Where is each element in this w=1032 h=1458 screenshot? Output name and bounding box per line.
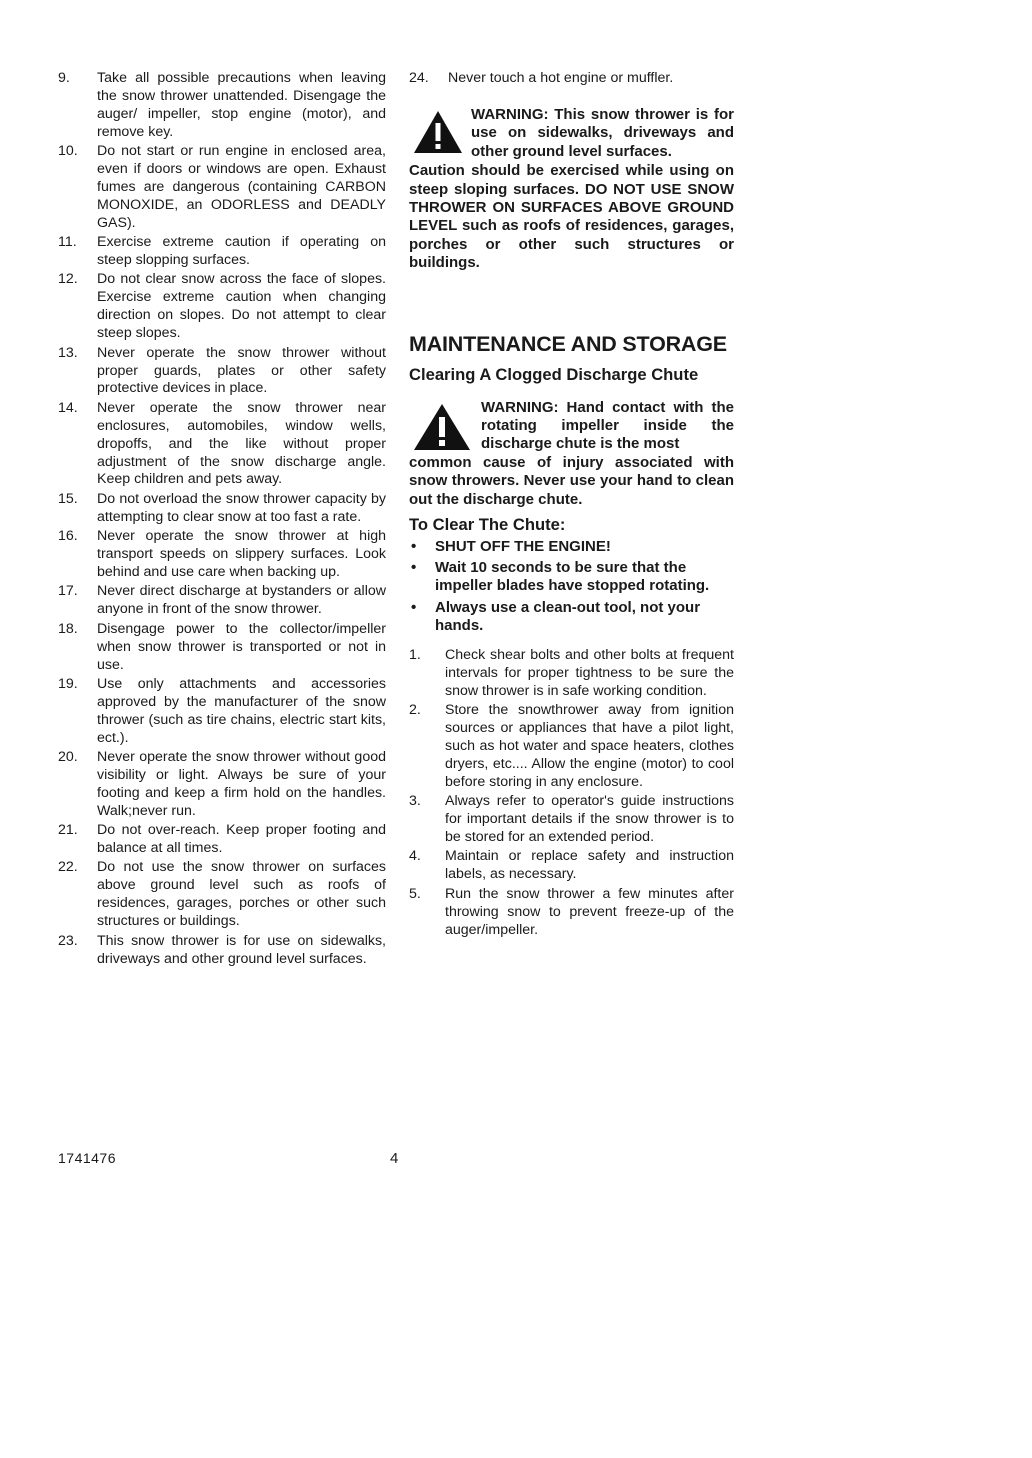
storage-list — [409, 647, 734, 940]
bullet-item — [409, 599, 734, 635]
list-item — [58, 70, 386, 142]
item-text: Do not use the snow thrower on surfaces above ground level such as roofs of residences, garages, porches or other such structures or buildings. — [97, 859, 386, 930]
item-text: Never operate the snow thrower at high transport speeds on slippery surfaces. Look behind and use care when backing up. — [97, 528, 386, 580]
item-number: 1. — [409, 647, 421, 664]
list-item — [58, 143, 386, 233]
item-number: 5. — [409, 885, 421, 902]
list-item — [58, 621, 386, 675]
list-item — [58, 234, 386, 270]
document-number: 1741476 — [58, 1150, 117, 1166]
warning-text: common cause of injury associated with snow throwers. Never use your hand to clean out the discharge chute. — [409, 453, 734, 508]
item-number: 24. — [409, 70, 429, 86]
warning-text: Caution should be exercised while using on steep sloping surfaces. DO NOT USE SNOW THROWER ON SURFACES ABOVE GROUND LEVEL such as roofs of residences, garages, porches or other such structures or buildings. — [409, 162, 734, 272]
list-item — [58, 528, 386, 582]
page-number: 4 — [390, 1150, 399, 1167]
item-number: 13. — [58, 344, 78, 361]
item-text: Never direct discharge at bystanders or allow anyone in front of the snow thrower. — [97, 583, 386, 618]
item-number: 20. — [58, 749, 78, 766]
list-item — [409, 793, 734, 847]
item-number: 10. — [58, 143, 78, 160]
item-number: 15. — [58, 490, 78, 507]
warning-triangle-icon — [413, 110, 463, 154]
section-title: MAINTENANCE AND STORAGE — [409, 331, 727, 356]
list-item — [58, 345, 386, 399]
list-item — [58, 583, 386, 619]
list-item — [58, 676, 386, 748]
item-number: 23. — [58, 932, 78, 949]
item-text: Disengage power to the collector/impeller when snow thrower is transported or not in use. — [97, 620, 386, 673]
warning-heading: WARNING: Hand contact with the rotating impeller inside the discharge chute is the most — [481, 398, 734, 453]
item-text: Do not over-reach. Keep proper footing and balance at all times. — [97, 822, 386, 857]
list-item — [409, 70, 734, 88]
item-text: Maintain or replace safety and instruction labels, as necessary. — [445, 848, 734, 883]
list-item — [58, 491, 386, 527]
item-number: 9. — [58, 70, 70, 86]
item-number: 21. — [58, 822, 78, 839]
item-text: This snow thrower is for use on sidewalks, driveways and other ground level surfaces. — [97, 932, 386, 967]
list-item — [58, 400, 386, 490]
subsection-title: Clearing A Clogged Discharge Chute — [409, 364, 699, 384]
item-text: Never operate the snow thrower without good visibility or light. Always be sure of your footing and keep a firm hold on the handles. Walk;never run. — [97, 749, 386, 819]
right-column — [409, 70, 734, 941]
item-text: Use only attachments and accessories approved by the manufacturer of the snow thrower (such as tire chains, electric start kits, ect.). — [97, 675, 386, 746]
item-text: Run the snow thrower a few minutes after throwing snow to prevent freeze-up of the auger/impeller. — [445, 885, 734, 938]
bullet-text: Always use a clean-out tool, not your hands. — [435, 598, 701, 634]
bullet-dot-icon: • — [411, 559, 417, 577]
item-number: 17. — [58, 583, 78, 600]
warning-block-surfaces — [409, 106, 734, 273]
left-column — [58, 70, 386, 970]
bullet-dot-icon: • — [411, 598, 417, 616]
item-number: 4. — [409, 848, 421, 865]
item-number: 16. — [58, 528, 78, 545]
item-text: Never touch a hot engine or muffler. — [448, 70, 674, 86]
item-text: Take all possible precautions when leaving the snow thrower unattended. Disengage the auger/ impeller, stop engine (motor), and remove key. — [97, 70, 386, 140]
bullet-item — [409, 559, 734, 595]
bullet-dot-icon: • — [411, 538, 417, 555]
clear-chute-title: To Clear The Chute: — [409, 515, 566, 534]
item-number: 14. — [58, 399, 78, 416]
item-number: 22. — [58, 859, 78, 876]
list-item — [409, 647, 734, 701]
list-item — [409, 702, 734, 792]
item-number: 2. — [409, 702, 421, 719]
item-text: Do not start or run engine in enclosed area, even if doors or windows are open. Exhaust fumes are dangerous (containing CARBON MONOXIDE, an ODORLESS and DEADLY GAS). — [97, 143, 386, 231]
list-item — [409, 848, 734, 884]
bullet-list — [409, 538, 734, 635]
list-item — [409, 886, 734, 940]
list-item — [58, 822, 386, 858]
item-number: 18. — [58, 620, 78, 637]
bullet-text: SHUT OFF THE ENGINE! — [435, 538, 611, 555]
item-text: Exercise extreme caution if operating on steep slopping surfaces. — [97, 234, 386, 269]
item-number: 12. — [58, 271, 78, 288]
item-number: 11. — [58, 234, 77, 251]
list-item — [58, 271, 386, 343]
item-text: Never operate the snow thrower near enclosures, automobiles, window wells, dropoffs, and the like without proper adjustment of the snow discharge angle. Keep children and pets away. — [97, 399, 386, 488]
item-text: Do not overload the snow thrower capacity by attempting to clear snow at too fast a rate. — [97, 490, 386, 525]
item-text: Check shear bolts and other bolts at frequent intervals for proper tightness to be sure the snow thrower is in safe working condition. — [445, 647, 734, 699]
safety-rules-list — [58, 70, 386, 968]
list-item — [58, 933, 386, 969]
list-item — [58, 859, 386, 931]
item-text: Always refer to operator's guide instructions for important details if the snow thrower is to be stored for an extended period. — [445, 793, 734, 846]
warning-block-chute — [409, 399, 734, 509]
bullet-text: Wait 10 seconds to be sure that the impeller blades have stopped rotating. — [435, 559, 710, 595]
item-number: 3. — [409, 793, 421, 810]
item-text: Do not clear snow across the face of slopes. Exercise extreme caution when changing direction on slopes. Do not attempt to clear steep slopes. — [97, 271, 386, 342]
list-item — [58, 749, 386, 821]
warning-heading: WARNING: This snow thrower is for use on sidewalks, driveways and other ground level surfaces. — [471, 105, 734, 160]
item-text: Never operate the snow thrower without proper guards, plates or other safety protective devices in place. — [97, 344, 386, 397]
warning-triangle-icon — [413, 403, 471, 451]
bullet-item — [409, 538, 734, 556]
item-text: Store the snowthrower away from ignition sources or appliances that have a pilot light, such as hot water and space heaters, clothes dryers, etc.... Allow the engine (motor) to cool before storing in any enclosure. — [445, 702, 734, 790]
item-number: 19. — [58, 675, 78, 692]
